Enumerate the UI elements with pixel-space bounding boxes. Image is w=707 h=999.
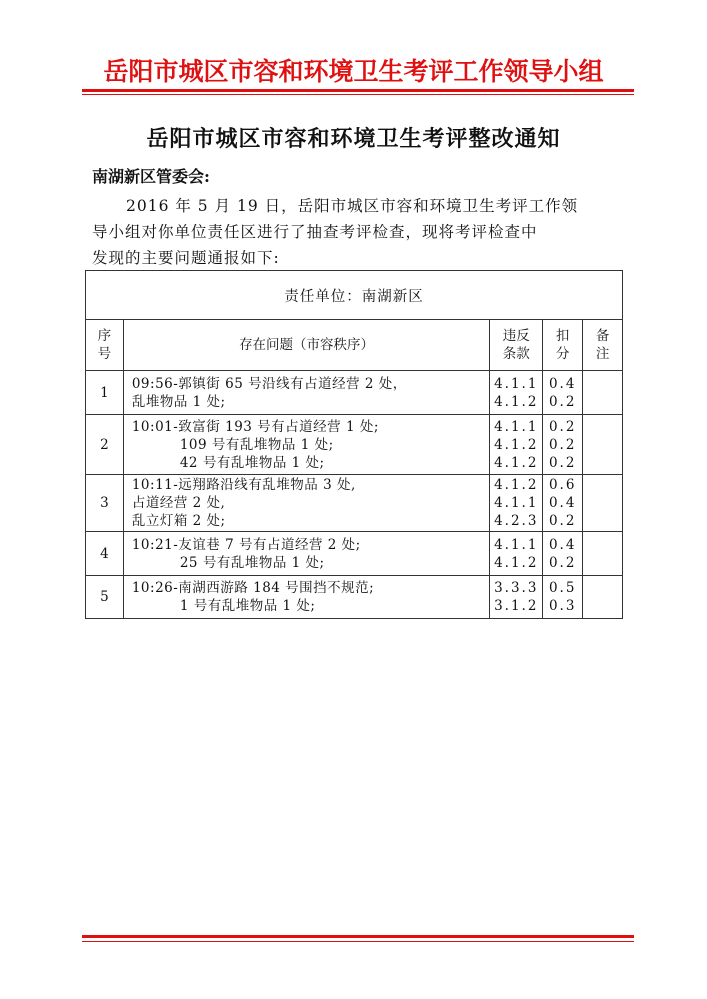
row-remark (583, 475, 623, 532)
body-line-3: 发现的主要问题通报如下: (92, 249, 280, 267)
table-row (86, 576, 623, 619)
notice-title: 岳阳市城区市容和环境卫生考评整改通知 (146, 126, 561, 152)
letterhead-rule-thick (82, 89, 634, 92)
header-index: 序 号 (86, 320, 124, 371)
row-codes: 4.1.1 4.1.2 (490, 371, 543, 415)
row-index: 1 (86, 371, 124, 415)
table-row (86, 371, 623, 415)
header-code: 违反 条款 (490, 320, 543, 371)
row-scores: 0.4 0.2 (543, 532, 583, 576)
addressee: 南湖新区管委会: (92, 167, 210, 186)
header-issue: 存在问题（市容秩序） (123, 320, 489, 371)
letterhead-title: 岳阳市城区市容和环境卫生考评工作领导小组 (103, 57, 604, 86)
row-index: 2 (86, 415, 124, 475)
table-row (86, 475, 623, 532)
row-remark (583, 576, 623, 619)
row-index: 4 (86, 532, 124, 576)
header-remark: 备 注 (583, 320, 623, 371)
row-remark (583, 532, 623, 576)
body-line-1: 2016 年 5 月 19 日，岳阳市城区市容和环境卫生考评工作领 (126, 197, 579, 215)
row-index: 3 (86, 475, 124, 532)
row-issue: 10:21-友谊巷 7 号有占道经营 2 处; 25 号有乱堆物品 1 处; (123, 532, 489, 576)
row-codes: 4.1.2 4.1.1 4.2.3 (490, 475, 543, 532)
row-scores: 0.4 0.2 (543, 371, 583, 415)
footer-rule-thin (82, 941, 634, 942)
issues-table (85, 270, 623, 619)
row-codes: 3.3.3 3.1.2 (490, 576, 543, 619)
body-line-2: 导小组对你单位责任区进行了抽查考评检查，现将考评检查中 (92, 223, 538, 241)
row-index: 5 (86, 576, 124, 619)
row-remark (583, 415, 623, 475)
row-issue: 10:01-致富街 193 号有占道经营 1 处; 109 号有乱堆物品 1 处; 42 号有乱堆物品 1 处; (123, 415, 489, 475)
header-score: 扣 分 (543, 320, 583, 371)
row-issue: 10:11-远翔路沿线有乱堆物品 3 处, 占道经营 2 处, 乱立灯箱 2 处; (123, 475, 489, 532)
table-row (86, 415, 623, 475)
row-codes: 4.1.1 4.1.2 (490, 532, 543, 576)
row-codes: 4.1.1 4.1.2 4.1.2 (490, 415, 543, 475)
row-scores: 0.6 0.4 0.2 (543, 475, 583, 532)
table-row (86, 532, 623, 576)
row-remark (583, 371, 623, 415)
row-scores: 0.2 0.2 0.2 (543, 415, 583, 475)
row-issue: 10:26-南湖西游路 184 号围挡不规范; 1 号有乱堆物品 1 处; (123, 576, 489, 619)
letterhead-rule-thin (82, 94, 634, 95)
table-caption: 责任单位：南湖新区 (86, 271, 623, 320)
footer-rule-thick (82, 935, 634, 938)
row-scores: 0.5 0.3 (543, 576, 583, 619)
row-issue: 09:56-郭镇街 65 号沿线有占道经营 2 处， 乱堆物品 1 处; (123, 371, 489, 415)
